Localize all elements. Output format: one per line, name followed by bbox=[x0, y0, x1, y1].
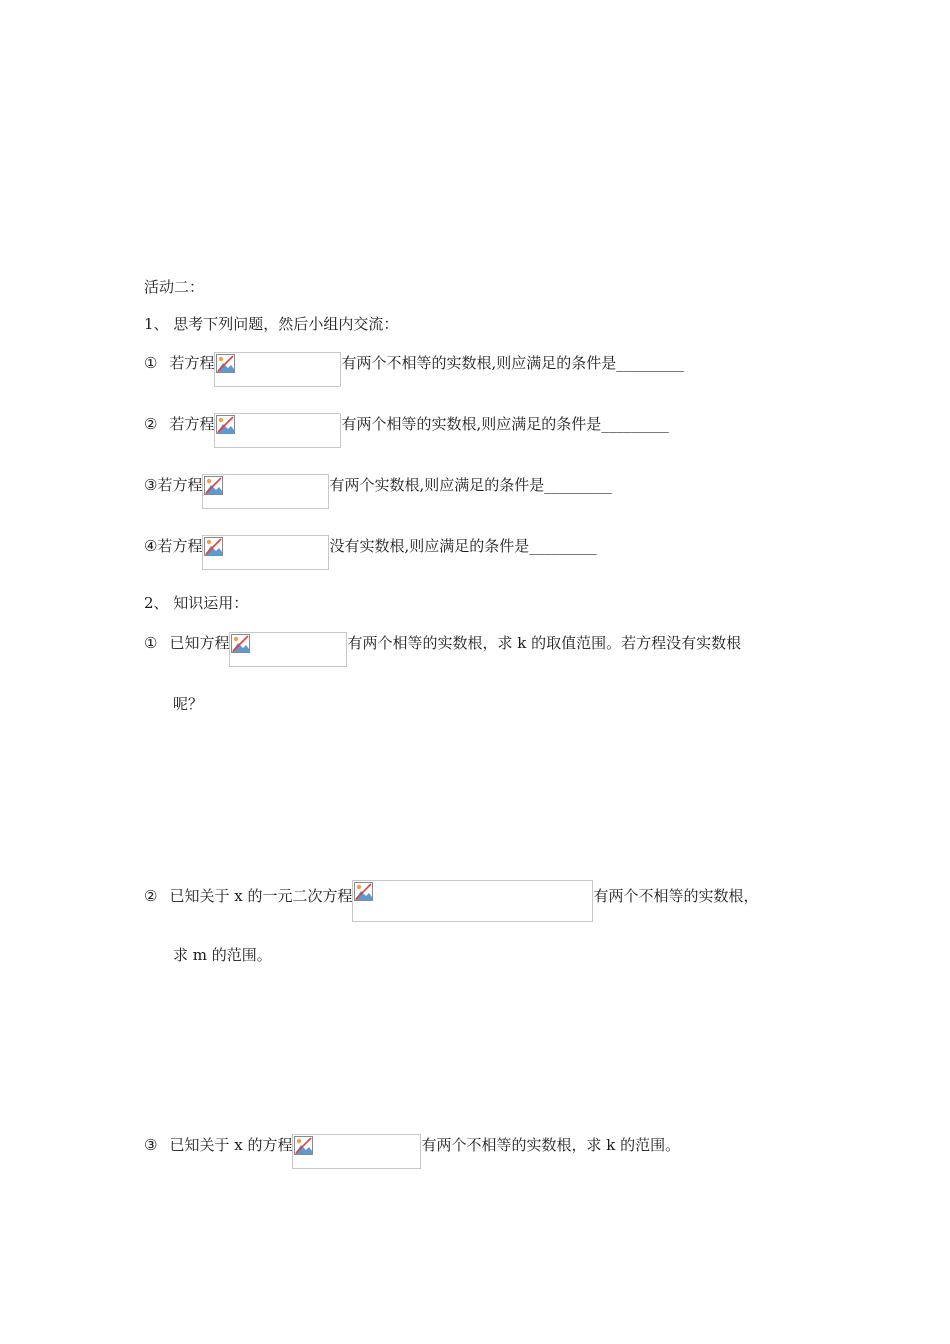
question-prefix: 已知关于 x 的方程 bbox=[169, 1136, 293, 1154]
s1-item-3 bbox=[144, 475, 612, 509]
question-suffix: 有两个相等的实数根，求 k 的取值范围。若方程没有实数根 bbox=[347, 634, 742, 652]
answer-blank: _________ bbox=[529, 537, 597, 555]
item-suffix: 有两个相等的实数根,则应满足的条件是 bbox=[341, 415, 602, 433]
s1-item-2 bbox=[144, 414, 669, 448]
question-suffix: 有两个不相等的实数根，求 k 的范围。 bbox=[421, 1136, 681, 1154]
item-marker: ② bbox=[144, 415, 158, 433]
equation-image bbox=[352, 880, 593, 922]
question-suffix: 有两个不相等的实数根， bbox=[593, 887, 759, 905]
broken-image-icon bbox=[204, 476, 223, 495]
equation-image bbox=[202, 474, 329, 509]
question-marker: ① bbox=[144, 634, 158, 652]
equation-image bbox=[202, 535, 329, 570]
question-marker: ② bbox=[144, 887, 158, 905]
answer-blank: _________ bbox=[544, 476, 612, 494]
heading: 活动二： bbox=[144, 278, 205, 296]
item-prefix: 若方程 bbox=[169, 354, 215, 372]
broken-image-icon bbox=[216, 354, 235, 373]
broken-image-icon bbox=[294, 1136, 313, 1155]
s2-question-2 bbox=[144, 886, 758, 922]
answer-blank: _________ bbox=[616, 354, 684, 372]
item-prefix: 若方程 bbox=[169, 415, 215, 433]
answer-blank: _________ bbox=[601, 415, 669, 433]
item-marker: ① bbox=[144, 354, 158, 372]
item-marker: ④ bbox=[144, 537, 158, 555]
equation-image bbox=[214, 413, 341, 448]
section1-title: 1、 思考下列问题，然后小组内交流： bbox=[144, 315, 399, 333]
question-prefix: 已知关于 x 的一元二次方程 bbox=[169, 887, 353, 905]
equation-image bbox=[292, 1134, 421, 1169]
equation-image bbox=[229, 632, 347, 667]
broken-image-icon bbox=[231, 634, 250, 653]
broken-image-icon bbox=[204, 537, 223, 556]
s2-question-3 bbox=[144, 1135, 680, 1169]
item-suffix: 有两个实数根,则应满足的条件是 bbox=[329, 476, 545, 494]
broken-image-icon bbox=[216, 415, 235, 434]
s1-item-4 bbox=[144, 536, 597, 570]
broken-image-icon bbox=[354, 882, 373, 901]
s2-question-1-cont: 呢？ bbox=[173, 695, 204, 713]
item-prefix: 若方程 bbox=[157, 476, 203, 494]
item-marker: ③ bbox=[144, 476, 158, 494]
question-prefix: 已知方程 bbox=[169, 634, 230, 652]
item-suffix: 有两个不相等的实数根,则应满足的条件是 bbox=[341, 354, 617, 372]
item-prefix: 若方程 bbox=[157, 537, 203, 555]
item-suffix: 没有实数根,则应满足的条件是 bbox=[329, 537, 530, 555]
question-marker: ③ bbox=[144, 1136, 158, 1154]
s2-question-1 bbox=[144, 633, 741, 667]
s1-item-1 bbox=[144, 353, 684, 387]
equation-image bbox=[214, 352, 341, 387]
s2-question-2-cont: 求 m 的范围。 bbox=[173, 946, 272, 964]
section2-title: 2、 知识运用： bbox=[144, 594, 249, 612]
